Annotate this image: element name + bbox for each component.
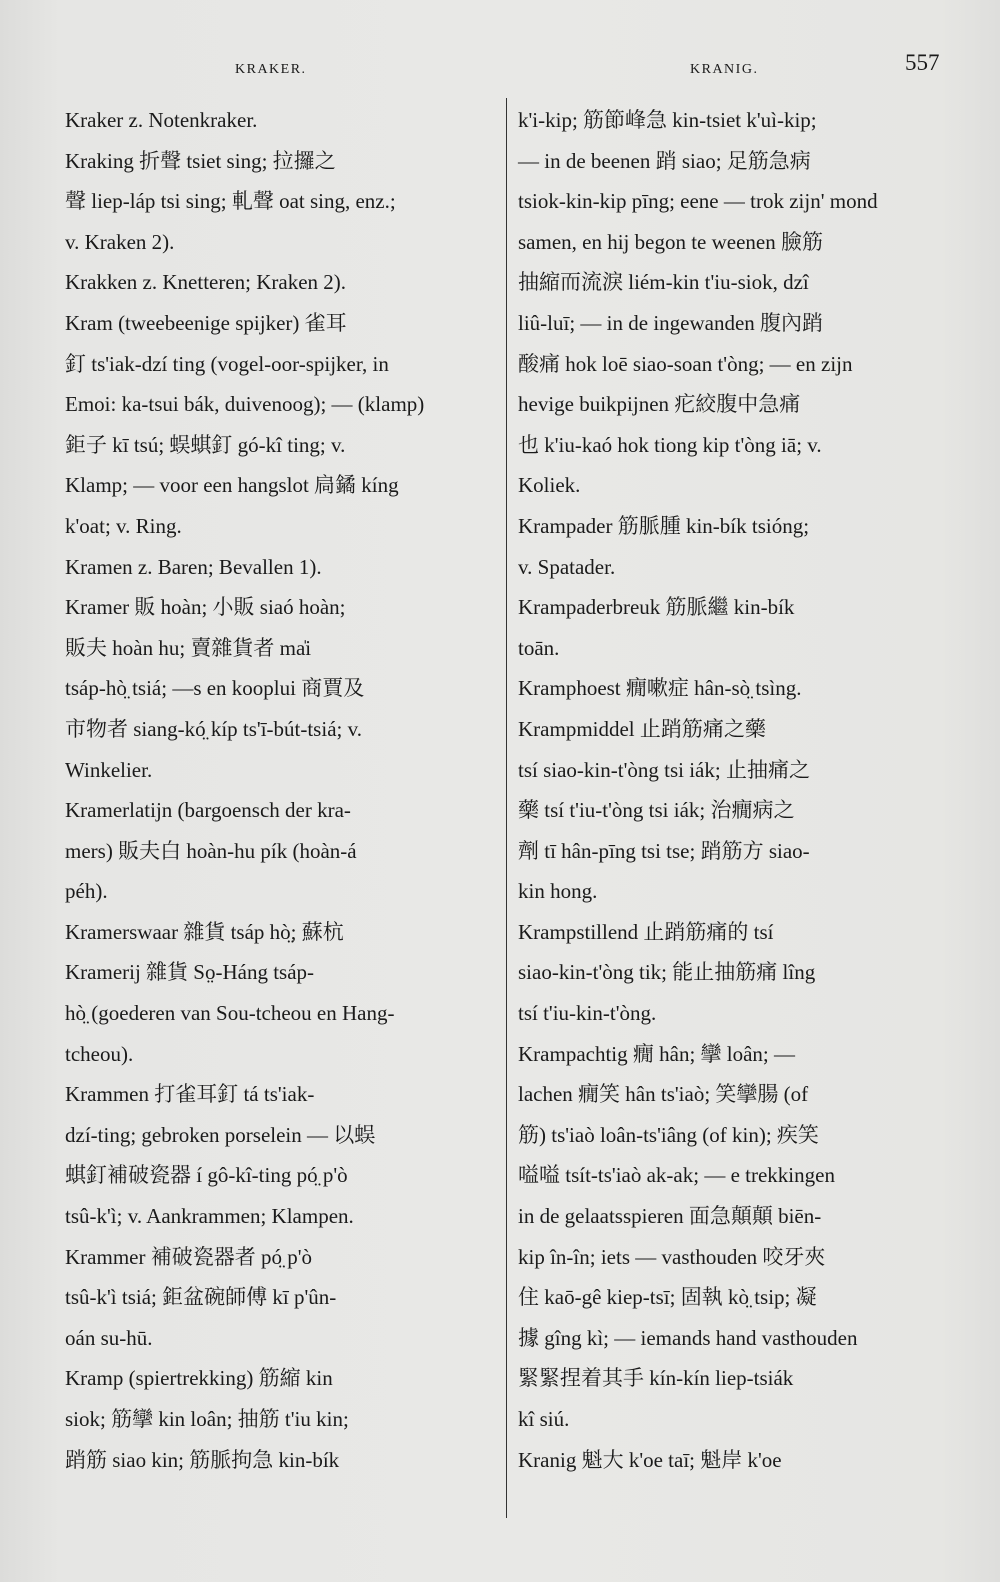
text-line: 緊緊捏着其手 kín-kín liep-tsiák (518, 1366, 794, 1391)
text-line: tsiok-kin-kip pīng; eene — trok zijn' mond (518, 189, 878, 214)
text-line: Emoi: ka-tsui bák, duivenoog); — (klamp) (65, 392, 425, 417)
text-line: 住 kaō-gê kiep-tsī; 固執 kò̤ tsip; 凝 (518, 1285, 817, 1310)
right-running-head: KRANIG. (690, 62, 759, 77)
text-line: tsí siao-kin-t'òng tsi iák; 止抽痛之 (518, 757, 810, 782)
text-line: tcheou). (65, 1041, 134, 1066)
text-line: 也 k'iu-kaó hok tiong kip t'òng iā; v. (518, 432, 822, 457)
text-line: Kranig 魁大 k'oe taī; 魁岸 k'oe (518, 1447, 782, 1472)
text-line: Kraker z. Notenkraker. (65, 108, 258, 132)
text-line: Kraking 折聲 tsiet sing; 拉攞之 (65, 148, 336, 173)
text-line: 酸痛 hok loē siao-soan t'òng; — en zijn (518, 351, 853, 376)
text-line: 據 gîng kì; — iemands hand vasthouden (518, 1325, 858, 1350)
text-line: Kramp (spiertrekking) 筋縮 kin (65, 1366, 333, 1391)
text-line: Klamp; — voor een hangslot 扃鐍 kíng (65, 473, 399, 498)
text-line: hevige buikpijnen 疕絞腹中急痛 (518, 392, 801, 417)
text-line: kî siú. (518, 1407, 570, 1431)
left-column (65, 100, 497, 1480)
text-line: Krammen 打雀耳釘 tá ts'iak- (65, 1082, 315, 1107)
text-line: 筋) ts'iaò loân-ts'iâng (of kin); 疾笑 (518, 1122, 819, 1147)
text-line: Krampachtig 癇 hân; 攣 loân; — (518, 1041, 796, 1066)
text-line: Krakken z. Knetteren; Kraken 2). (65, 270, 347, 295)
text-line: Koliek. (518, 473, 581, 498)
left-running-head: KRAKER. (235, 62, 307, 77)
text-line: péh). (65, 879, 108, 904)
text-line: hò̤ (goederen van Sou-tcheou en Hang- (65, 1001, 395, 1026)
text-line: tsáp-hò̤ tsiá; —s en kooplui 商賈及 (65, 676, 365, 701)
text-line: Kramphoest 癇嗽症 hân-sò̤ tsìng. (518, 676, 802, 701)
text-line: kin hong. (518, 879, 598, 904)
text-line: 釘 ts'iak-dzí ting (vogel-oor-spijker, in (65, 351, 389, 376)
text-line: 劑 tī hân-pīng tsi tse; 踃筋方 siao- (518, 838, 810, 863)
text-line: v. Kraken 2). (65, 229, 175, 254)
text-line: k'oat; v. Ring. (65, 513, 182, 538)
text-line: kip în-în; iets — vasthouden 咬牙夾 (518, 1244, 826, 1269)
text-line: 踃筋 siao kin; 筋脈拘急 kin-bík (65, 1447, 340, 1472)
text-line: Krampader 筋脈腫 kin-bík tsióng; (518, 513, 810, 538)
text-line: oán su-hū. (65, 1325, 153, 1350)
text-line: Kramer 販 hoàn; 小販 siaó hoàn; (65, 595, 346, 620)
text-line: tsû-k'ì tsiá; 鉅盆碗師傅 kī p'ûn- (65, 1285, 337, 1310)
text-line: mers) 販夫白 hoàn-hu pík (hoàn-á (65, 838, 357, 863)
text-line: 抽縮而流淚 liém-kin t'iu-siok, dzî (518, 270, 809, 295)
text-line: Krammer 補破瓷器者 pó̤ p'ò (65, 1244, 312, 1269)
text-line: k'i-kip; 筋節峰急 kin-tsiet k'uì-kip; (518, 108, 817, 132)
text-line: siao-kin-t'òng tik; 能止抽筋痛 lîng (518, 960, 816, 985)
text-line: lachen 癇笑 hân ts'iaò; 笑攣腸 (of (518, 1082, 809, 1107)
text-line: Kramerij 雜貨 So̤-Háng tsáp- (65, 960, 315, 985)
text-line: 市物者 siang-kó̤ kíp ts'ī-bút-tsiá; v. (65, 716, 362, 741)
text-line: dzí-ting; gebroken porselein — 以蜈 (65, 1122, 376, 1147)
text-line: Kramerlatijn (bargoensch der kra- (65, 798, 351, 823)
text-line: Kramerswaar 雜貨 tsáp hò̤; 蘇杭 (65, 919, 344, 944)
text-line: toān. (518, 635, 560, 660)
text-line: 聲 liep-láp tsi sing; 軋聲 oat sing, enz.; (65, 189, 396, 214)
text-line: in de gelaatsspieren 面急顛顛 biēn- (518, 1204, 822, 1229)
text-line: 藥 tsí t'iu-t'òng tsi iák; 治癇病之 (518, 798, 795, 823)
text-line: 鉅子 kī tsú; 蜈蜞釘 gó-kî ting; v. (65, 432, 346, 457)
right-column (518, 100, 950, 1480)
text-line: Krampmiddel 止踃筋痛之藥 (518, 716, 766, 741)
page-header (0, 50, 1000, 80)
text-line: siok; 筋攣 kin loân; 抽筋 t'iu kin; (65, 1407, 349, 1431)
text-line: 販夫 hoàn hu; 賣雜貨者 ma̍i (65, 635, 312, 660)
text-line: liû-luī; — in de ingewanden 腹內踃 (518, 310, 824, 335)
text-line: 嗌嗌 tsít-ts'iaò ak-ak; — e trekkingen (518, 1163, 835, 1188)
text-line: Krampaderbreuk 筋脈繼 kin-bík (518, 595, 795, 620)
text-line: v. Spatader. (518, 554, 616, 579)
column-divider (506, 98, 507, 1518)
text-line: — in de beenen 踃 siao; 足筋急病 (518, 148, 811, 173)
text-line: tsû-k'ì; v. Aankrammen; Klampen. (65, 1204, 354, 1229)
text-line: Krampstillend 止踃筋痛的 tsí (518, 919, 774, 944)
text-line: Winkelier. (65, 757, 153, 782)
text-line: tsí t'iu-kin-t'òng. (518, 1001, 657, 1026)
text-line: Kram (tweebeenige spijker) 雀耳 (65, 310, 347, 335)
text-line: samen, en hij begon te weenen 臉筋 (518, 229, 823, 254)
text-line: Kramen z. Baren; Bevallen 1). (65, 554, 322, 579)
page-number: 557 (905, 50, 940, 75)
text-line: 蜞釘補破瓷器 í gô-kî-ting pó̤ p'ò (65, 1163, 348, 1188)
